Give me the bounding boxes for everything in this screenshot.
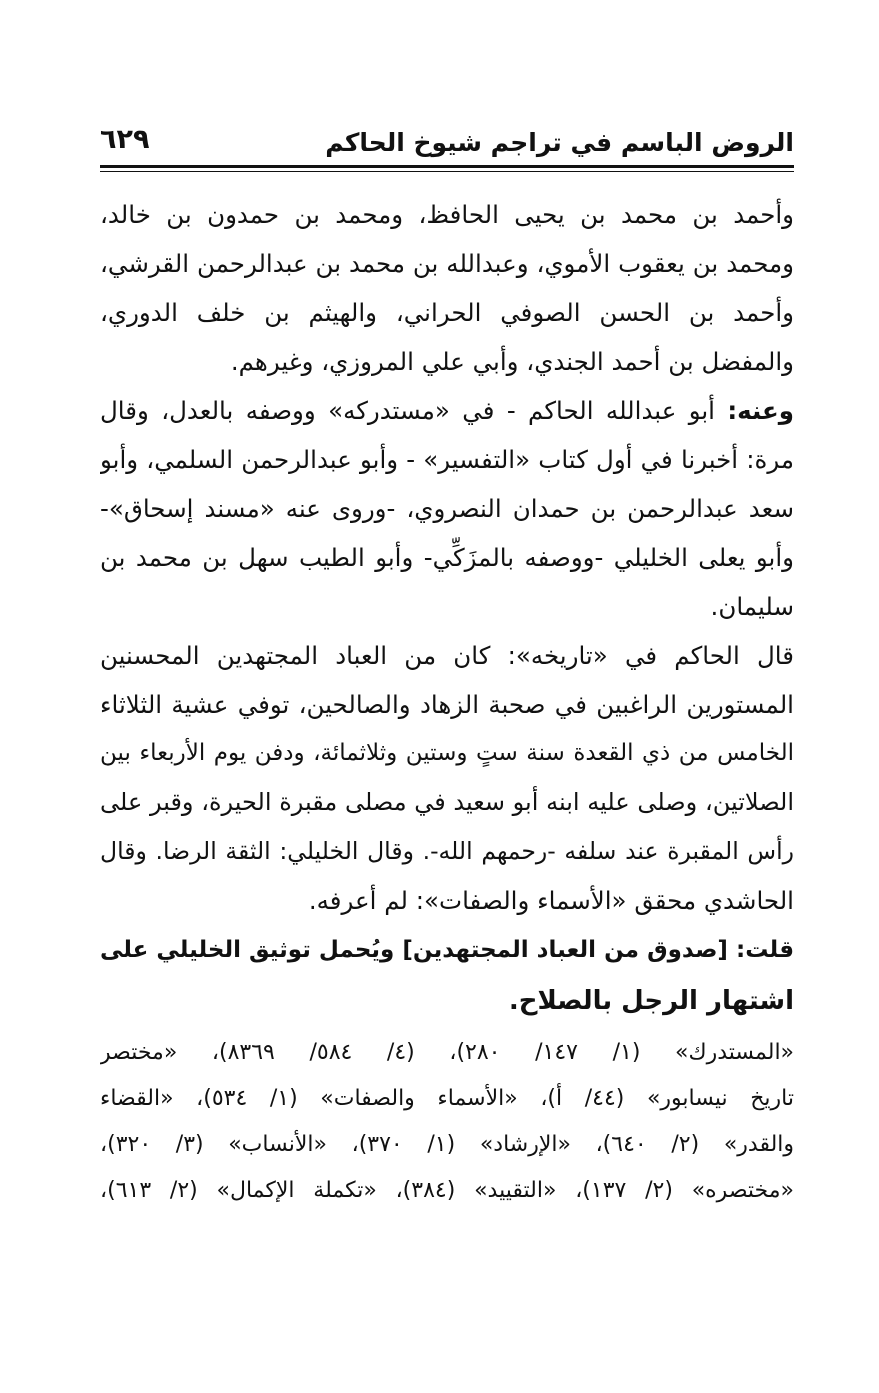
header-rule-thick [100,165,794,168]
paragraph-students [100,386,794,631]
text-line: وأحمد بن محمد بن يحيى الحافظ، ومحمد بن حمدون بن خالد، [100,200,794,229]
text-line [100,386,794,435]
running-header [100,122,794,162]
students-lead: وعنه: [727,396,794,425]
reference-line: تاريخ نيسابور» (٤٤/ أ)، «الأسماء والصفات» (١/ ٥٣٤)، «القضاء [100,1086,794,1111]
reference-line: والقدر» (٢/ ٦٤٠)، «الإرشاد» (١/ ٣٧٠)، «الأنساب» (٣/ ٣٢٠)، [100,1132,794,1157]
text-line: الحاشدي محقق «الأسماء والصفات»: لم أعرفه. [308,886,794,915]
paragraph-hakim-quote [100,631,794,925]
text-line: رأس المقبرة عند سلفه -رحمهم الله-. وقال الخليلي: الثقة الرضا. وقال [100,837,794,865]
verdict-line: اشتهار الرجل بالصلاح. [508,986,794,1016]
text-line: سعد عبدالرحمن بن حمدان النصروي، -وروى عنه «مسند إسحاق»- [100,494,794,523]
text-line: ومحمد بن يعقوب الأموي، وعبدالله بن محمد بن عبدالرحمن القرشي، [100,249,794,278]
text-line: والمفضل بن أحمد الجندي، وأبي علي المروزي، وغيرهم. [230,347,794,376]
text-line: الصلاتين، وصلى عليه ابنه أبو سعيد في مصلى مقبرة الحيرة، وقبر على [100,788,794,816]
running-title: الروض الباسم في تراجم شيوخ الحاكم [325,128,794,157]
text-line: المستورين الراغبين في صحبة الزهاد والصالحين، توفي عشية الثلاثاء [100,690,794,719]
header-rule-thin [100,171,794,172]
text-line: مرة: أخبرنا في أول كتاب «التفسير» - وأبو عبدالرحمن السلمي، وأبو [100,445,794,474]
paragraph-verdict [100,925,794,1027]
reference-line: «المستدرك» (١/ ١٤٧/ ٢٨٠)، (٤/ ٥٨٤/ ٨٣٦٩)، «مختصر [100,1040,794,1065]
text-line: الخامس من ذي القعدة سنة ستٍ وستين وثلاثمائة، ودفن يوم الأربعاء بين [100,740,794,766]
verdict-line: قلت: [صدوق من العباد المجتهدين] ويُحمل توثيق الخليلي على [100,937,794,963]
paragraph-teachers [100,190,794,386]
students-line-text: أبو عبدالله الحاكم - في «مستدركه» ووصفه بالعدل، وقال [100,396,728,425]
page-number: ٦٢٩ [100,124,150,155]
text-line: وأبو يعلى الخليلي -ووصفه بالمزَكِّي- وأبو الطيب سهل بن محمد بن [100,543,794,572]
body-text [100,190,794,1214]
text-line: وأحمد بن الحسن الصوفي الحراني، والهيثم بن خلف الدوري، [100,298,794,327]
text-line: قال الحاكم في «تاريخه»: كان من العباد المجتهدين المحسنين [100,641,794,670]
reference-line: «مختصره» (٢/ ١٣٧)، «التقييد» (٣٨٤)، «تكملة الإكمال» (٢/ ٦١٣)، [100,1178,794,1203]
text-line: سليمان. [710,592,794,621]
paragraph-references [100,1030,794,1214]
